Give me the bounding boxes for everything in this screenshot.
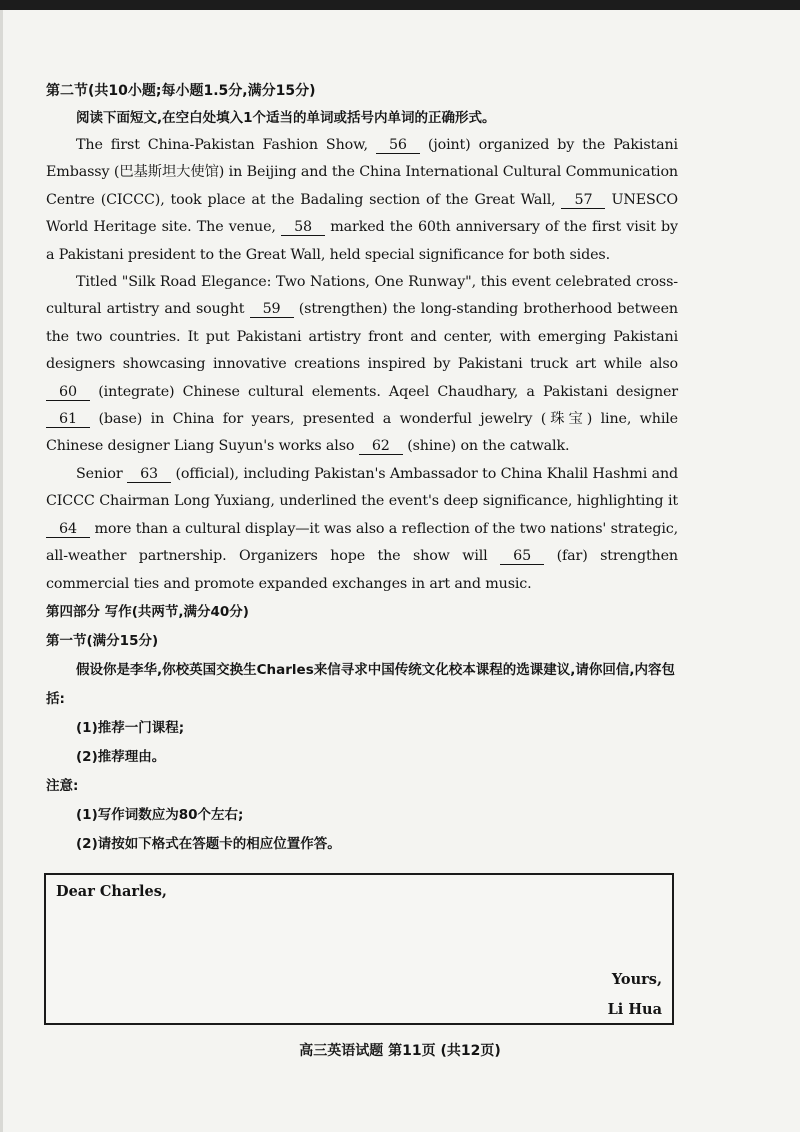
blank-64[interactable]: 64 [46, 522, 90, 538]
blank-56[interactable]: 56 [376, 138, 420, 154]
p2-text-3: (integrate) Chinese cultural elements. Aqeel Chaudhary, a Pakistani designer [98, 383, 678, 400]
letter-greeting: Dear Charles, [56, 883, 167, 900]
exam-content [46, 78, 678, 859]
blank-57[interactable]: 57 [561, 193, 605, 209]
section2-heading: 第二节(共10小题;每小题1.5分,满分15分) [46, 83, 316, 99]
blank-63[interactable]: 63 [127, 467, 171, 483]
requirement-2: (2)推荐理由。 [76, 748, 166, 765]
passage-paragraph-3 [46, 461, 678, 598]
passage-paragraph-1 [46, 132, 678, 269]
passage-paragraph-2 [46, 269, 678, 461]
note-1: (1)写作词数应为80个左右; [76, 806, 244, 823]
section2-instruction: 阅读下面短文,在空白处填入1个适当的单词或括号内单词的正确形式。 [76, 110, 496, 126]
p1-text-2: (joint) organized by the Pakistani Embassy (巴基斯坦大使馆) in Beijing and the China International Cultural Communication Centre (CICCC), took place at the Badaling section of the Great Wall, [46, 137, 678, 208]
blank-59[interactable]: 59 [250, 302, 294, 318]
p3-text-3: more than a cultural display—it was also a reflection of the two nations' strategic, all-weather partnership. Organizers hope the show will [46, 520, 678, 565]
p1-text-1: The first China-Pakistan Fashion Show, [76, 137, 368, 153]
top-scan-edge [0, 0, 800, 10]
p3-text-4: (far) strengthen commercial ties and promote expanded exchanges in art and music. [46, 548, 678, 592]
p1-text-3: UNESCO World Heritage site. The venue, [46, 191, 678, 236]
p2-text-5: (shine) on the catwalk. [407, 438, 570, 455]
p2-text-2: (strengthen) the long-standing brotherhood between the two countries. It put Pakistani artistry front and center, with emerging Pakistani designers showcasing innovative creations inspired by Pakistani truck art while also [46, 301, 678, 373]
blank-58[interactable]: 58 [281, 220, 325, 236]
page-footer: 高三英语试题 第11页 (共12页) [299, 1043, 501, 1059]
letter-signature: Li Hua [607, 1001, 662, 1018]
part4-section1-heading: 第一节(满分15分) [46, 632, 159, 649]
p3-text-2: (official), including Pakistan's Ambassador to China Khalil Hashmi and CICCC Chairman Long Yuxiang, underlined the event's deep significance, highlighting it [46, 465, 678, 510]
p2-text-4: (base) in China for years, presented a wonderful jewelry (珠宝) line, while Chinese designer Liang Suyun's works also [46, 411, 678, 455]
blank-61[interactable]: 61 [46, 412, 90, 428]
blank-60[interactable]: 60 [46, 385, 90, 401]
note-2: (2)请按如下格式在答题卡的相应位置作答。 [76, 835, 341, 852]
part4-heading: 第四部分 写作(共两节,满分40分) [46, 603, 249, 620]
p2-text-1: Titled "Silk Road Elegance: Two Nations, One Runway", this event celebrated cross-cultural artistry and sought [46, 274, 678, 318]
p1-text-4: marked the 60th anniversary of the first visit by a Pakistani president to the Great Wall, held special significance for both sides. [46, 219, 678, 263]
answer-letter-box [44, 873, 674, 1025]
letter-closing: Yours, [611, 971, 662, 988]
left-scan-edge [0, 10, 3, 1132]
writing-prompt: 假设你是李华,你校英国交换生Charles来信寻求中国传统文化校本课程的选课建议,请你回信,内容包括: [46, 661, 675, 707]
requirement-1: (1)推荐一门课程; [76, 719, 185, 736]
p3-text-1: Senior [76, 465, 123, 482]
notes-label: 注意: [46, 777, 79, 794]
blank-62[interactable]: 62 [359, 439, 403, 455]
blank-65[interactable]: 65 [500, 549, 544, 565]
